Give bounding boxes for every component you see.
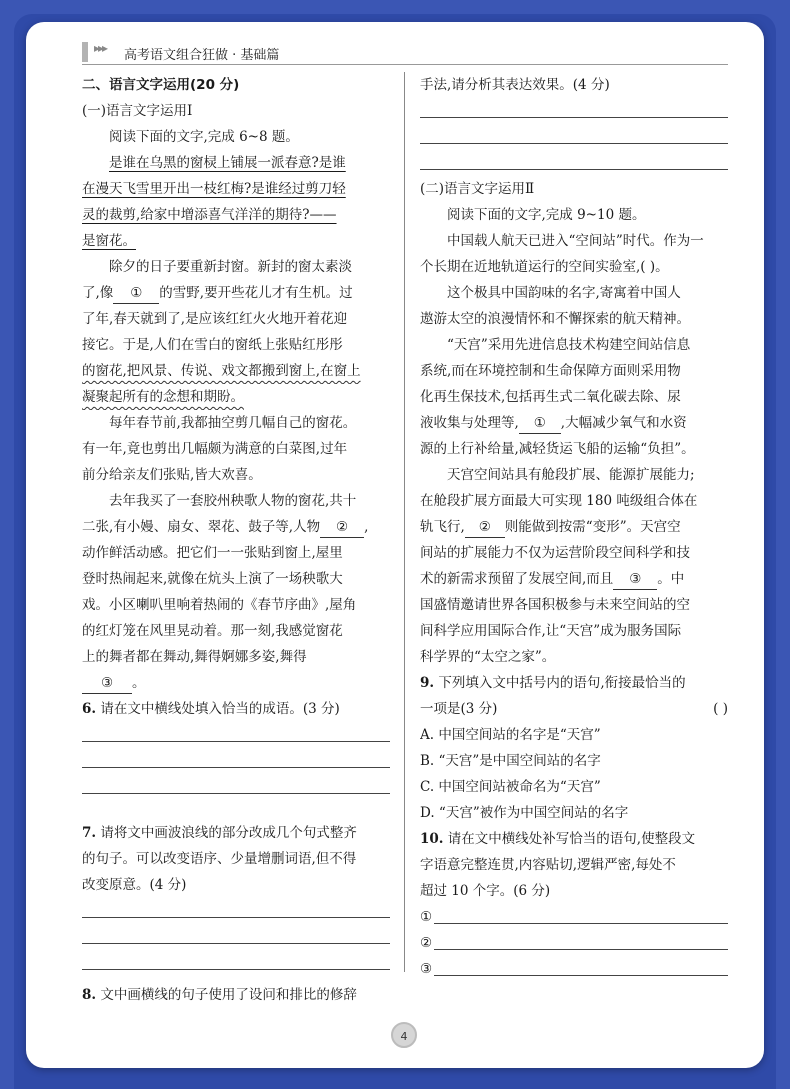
passage-line: 轨飞行, ② 则能做到按需“变形”。天宫空 (420, 514, 728, 540)
passage-line: 国盛情邀请世界各国积极参与未来空间站的空 (420, 597, 690, 613)
passage-line: 科学界的“太空之家”。 (420, 649, 556, 665)
passage-line: 了年,春天就到了,是应该红红火火地开着花迎 (82, 311, 348, 327)
question-8-line: 手法,请分析其表达效果。(4 分) (420, 77, 610, 93)
right-column (420, 72, 728, 982)
question-9: 9. 下列填入文中括号内的语句,衔接最恰当的 (420, 675, 686, 691)
question-8: 8. 文中画横线的句子使用了设问和排比的修辞 (82, 987, 357, 1003)
left-column (82, 72, 390, 1008)
passage-line: 这个极具中国韵味的名字,寄寓着中国人 (447, 285, 681, 301)
passage-line: 中国载人航天已进入“空间站”时代。作为一 (447, 233, 704, 249)
answer-line[interactable] (82, 774, 390, 800)
passage-line: 接它。于是,人们在雪白的窗纸上张贴红彤彤 (82, 337, 343, 353)
passage-line: 是谁在乌黑的窗棂上铺展一派春意?是谁 (109, 155, 346, 171)
part1-title: (一)语言文字运用Ⅰ (82, 103, 193, 119)
passage-line: “天宫”采用先进信息技术构建空间站信息 (447, 337, 691, 353)
column-divider (404, 72, 405, 972)
passage-line: 了,像 ① 的雪野,要开些花儿才有生机。过 (82, 280, 390, 306)
passage-line: 每年春节前,我都抽空剪几幅自己的窗花。 (109, 415, 357, 431)
blank-2: ② (320, 517, 364, 538)
passage-line: 遨游太空的浪漫情怀和不懈探索的航天精神。 (420, 311, 690, 327)
option-a[interactable]: A. 中国空间站的名字是“天宫” (420, 727, 601, 743)
passage-line: 源的上行补给量,减轻货运飞船的运输“负担”。 (420, 441, 695, 457)
blank-r2: ② (465, 517, 505, 538)
passage-line: 天宫空间站具有舱段扩展、能源扩展能力; (447, 467, 695, 483)
passage-line: 前分给亲友们张贴,皆大欢喜。 (82, 467, 262, 483)
passage-line: 的窗花,把风景、传说、戏文都搬到窗上,在窗上 (82, 363, 361, 379)
part1-intro: 阅读下面的文字,完成 6~8 题。 (109, 129, 299, 145)
blank-1: ① (113, 283, 159, 304)
passage-line: 术的新需求预留了发展空间,而且 ③ 。中 (420, 566, 728, 592)
question-7-line: 的句子。可以改变语序、少量增删词语,但不得 (82, 851, 357, 867)
passage-line: 戏。小区喇叭里响着热闹的《春节序曲》,屋角 (82, 597, 357, 613)
answer-line[interactable] (82, 748, 390, 774)
passage-line: 除夕的日子要重新封窗。新封的窗太素淡 (109, 259, 352, 275)
section-title: 二、语言文字运用(20 分) (82, 77, 240, 93)
running-header (82, 40, 728, 66)
passage-line: 有一年,竟也剪出几幅颇为满意的白菜图,过年 (82, 441, 348, 457)
passage-line: 在漫天飞雪里开出一枝红梅?是谁经过剪刀轻 (82, 181, 346, 197)
answer-line-2[interactable]: ② (420, 930, 728, 956)
option-c[interactable]: C. 中国空间站被命名为“天宫” (420, 779, 601, 795)
passage-line: 间科学应用国际合作,让“天宫”成为服务国际 (420, 623, 682, 639)
passage-line: 动作鲜活动感。把它们一一张贴到窗上,屋里 (82, 545, 343, 561)
question-10-line: 字语意完整连贯,内容贴切,逻辑严密,每处不 (420, 857, 676, 873)
passage-line: 在舱段扩展方面最大可实现 180 吨级组合体在 (420, 493, 698, 509)
question-10: 10. 请在文中横线处补写恰当的语句,使整段文 (420, 831, 696, 847)
passage-line: 系统,而在环境控制和生命保障方面则采用物 (420, 363, 681, 379)
answer-line[interactable] (420, 150, 728, 176)
answer-line[interactable] (82, 722, 390, 748)
answer-line[interactable] (420, 98, 728, 124)
answer-line[interactable] (82, 898, 390, 924)
answer-line-3[interactable]: ③ (420, 956, 728, 982)
blank-r1: ① (519, 413, 561, 434)
option-b[interactable]: B. “天宫”是中国空间站的名字 (420, 753, 601, 769)
passage-line: 间站的扩展能力不仅为运营阶段空间科学和技 (420, 545, 690, 561)
answer-paren[interactable]: ( ) (713, 701, 728, 717)
passage-line: 灵的裁剪,给家中增添喜气洋洋的期待?—— (82, 207, 337, 223)
answer-line-1[interactable]: ① (420, 904, 728, 930)
header-rule (82, 64, 728, 65)
blank-3: ③ (82, 673, 132, 694)
blank-r3: ③ (613, 569, 657, 590)
passage-line: 是窗花。 (82, 233, 136, 249)
question-6: 6. 请在文中横线处填入恰当的成语。(3 分) (82, 701, 340, 717)
part2-intro: 阅读下面的文字,完成 9~10 题。 (447, 207, 646, 223)
answer-line[interactable] (82, 950, 390, 976)
passage-line: 登时热闹起来,就像在炕头上演了一场秧歌大 (82, 571, 343, 587)
question-9-line: 一项是(3 分) ( ) (420, 696, 728, 722)
passage-line: 化再生保技术,包括再生式二氧化碳去除、尿 (420, 389, 681, 405)
passage-line: 个长期在近地轨道运行的空间实验室,( )。 (420, 259, 669, 275)
passage-line: 的红灯笼在风里晃动着。那一刻,我感觉窗花 (82, 623, 343, 639)
passage-line: ③ 。 (82, 670, 390, 696)
answer-line[interactable] (420, 124, 728, 150)
passage-line: 液收集与处理等, ① ,大幅减少氧气和水资 (420, 410, 728, 436)
header-title: 高考语文组合狂做 · 基础篇 (124, 48, 280, 63)
question-7: 7. 请将文中画波浪线的部分改成几个句式整齐 (82, 825, 357, 841)
page-number: 4 (391, 1022, 417, 1048)
question-7-line: 改变原意。(4 分) (82, 877, 187, 893)
question-10-line: 超过 10 个字。(6 分) (420, 883, 551, 899)
passage-line: 上的舞者都在舞动,舞得婀娜多姿,舞得 (82, 649, 307, 665)
header-bar-icon (82, 42, 88, 62)
option-d[interactable]: D. “天宫”被作为中国空间站的名字 (420, 805, 629, 821)
passage-line: 凝聚起所有的念想和期盼。 (82, 389, 244, 405)
header-arrows-icon: ▸▸▸ (94, 41, 107, 55)
passage-line: 二张,有小嫚、扇女、翠花、鼓子等,人物 ② , (82, 514, 390, 540)
answer-line[interactable] (82, 924, 390, 950)
part2-title: (二)语言文字运用Ⅱ (420, 181, 535, 197)
passage-line: 去年我买了一套胶州秧歌人物的窗花,共十 (109, 493, 357, 509)
